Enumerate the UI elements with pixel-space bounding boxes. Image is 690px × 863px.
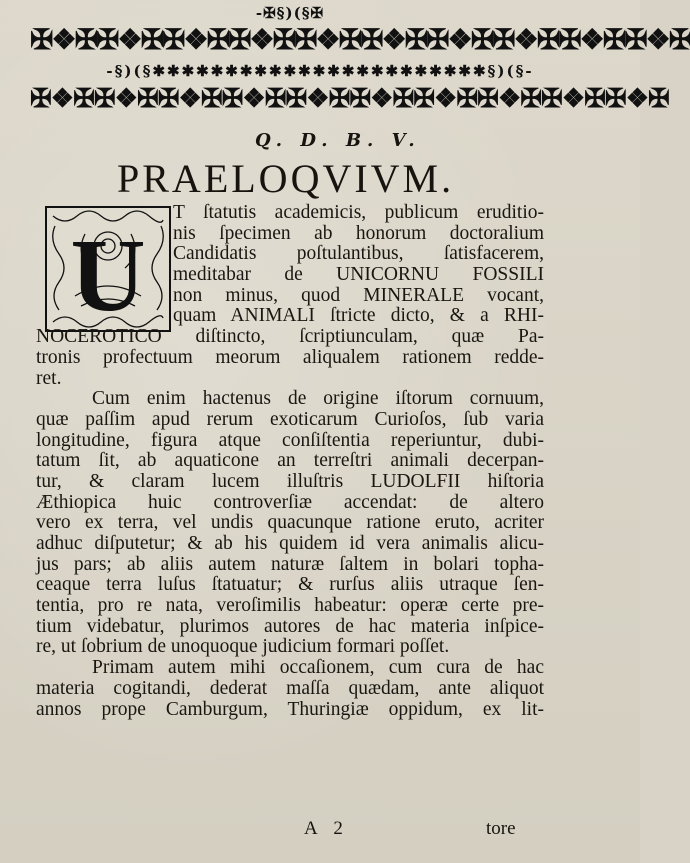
text-line: Æthiopica huic controverſiæ accendat: de altero (36, 491, 544, 513)
ornament-border-row-2: -§)(§✱✱✱✱✱✱✱✱✱✱✱✱✱✱✱✱✱✱✱✱✱✱✱§)(§- (106, 62, 534, 80)
text-line: re, ut ſobrium de unoquoque judicium formari poſſet. (36, 636, 450, 658)
invocation-qdbv: Q. D. B. V. (255, 130, 421, 151)
text-line: quæ paſſim apud rerum exoticarum Curioſos, ſub varia (36, 408, 544, 430)
text-line: annos prope Camburgum, Thuringiæ oppidum, ex lit- (36, 698, 544, 720)
text-line: Candidatis poſtulantibus, ſatisfacerem, (173, 243, 544, 265)
text-line: Primam autem mihi occaſionem, cum cura de hac (92, 657, 544, 679)
text-line: NOCEROTICO diſtincto, ſcriptiunculam, quæ Pa- (36, 326, 544, 348)
text-line: tium videbatur, plurimos autores de hac materia inſpice- (36, 615, 544, 637)
text-line: tur, & claram lucem illuſtris LUDOLFII hiſtoria (36, 470, 544, 492)
text-line: materia cogitandi, dederat maſſa quædam, ante aliquot (36, 677, 544, 699)
text-line: meditabar de UNICORNU FOSSILI (173, 264, 544, 286)
text-line: T ſtatutis academicis, publicum eruditio- (173, 202, 544, 223)
signature-mark: A 2 (304, 818, 349, 839)
svg-text:U: U (70, 218, 146, 333)
ornament-border-row-3: ✠❖✠✠❖✠✠❖✠✠❖✠✠❖✠✠❖✠✠❖✠✠❖✠✠❖✠✠❖✠ (30, 84, 669, 114)
text-line: vero ex terra, vel undis quacunque ratione eruto, acriter (36, 512, 544, 534)
text-line: jus pars; ab aliis autem naturæ ſaltem in bolari topha- (36, 553, 544, 575)
text-line: ret. (36, 367, 62, 389)
page-title: PRAELOQVIVM. (117, 156, 455, 201)
text-line: quam ANIMALI ſtricte dicto, & a RHI- (173, 305, 544, 327)
ornament-top-mark: -✠§)(§✠ (255, 4, 325, 22)
text-line: adhuc diſputetur; & ab his quidem id vera animalis alicu- (36, 533, 544, 554)
text-line: non minus, quod MINERALE vocant, (173, 284, 544, 306)
body-text (36, 203, 544, 720)
text-line: nis ſpecimen ab honorum doctoralium (173, 222, 544, 244)
text-line: tronis profectuum meorum aliqualem rationem redde- (36, 346, 544, 368)
text-line: ceaque terra luſus ſtatuatur; & rurſus aliis utraque ſen- (36, 574, 544, 596)
text-line: tatum ſit, ab aquaticone an terreſtri animali decerpan- (36, 450, 544, 472)
catchword: tore (486, 818, 516, 839)
text-line: tentia, pro re nata, veroſimilis habeatur: operæ certe pre- (36, 595, 544, 617)
text-line: longitudine, figura atque conſiſtentia reperiuntur, dubi- (36, 429, 544, 451)
ornament-border-row-1: ✠❖✠✠❖✠✠❖✠✠❖✠✠❖✠✠❖✠✠❖✠✠❖✠✠❖✠✠❖✠ (30, 23, 690, 56)
text-line: Cum enim hactenus de origine iſtorum cornuum, (92, 388, 544, 410)
